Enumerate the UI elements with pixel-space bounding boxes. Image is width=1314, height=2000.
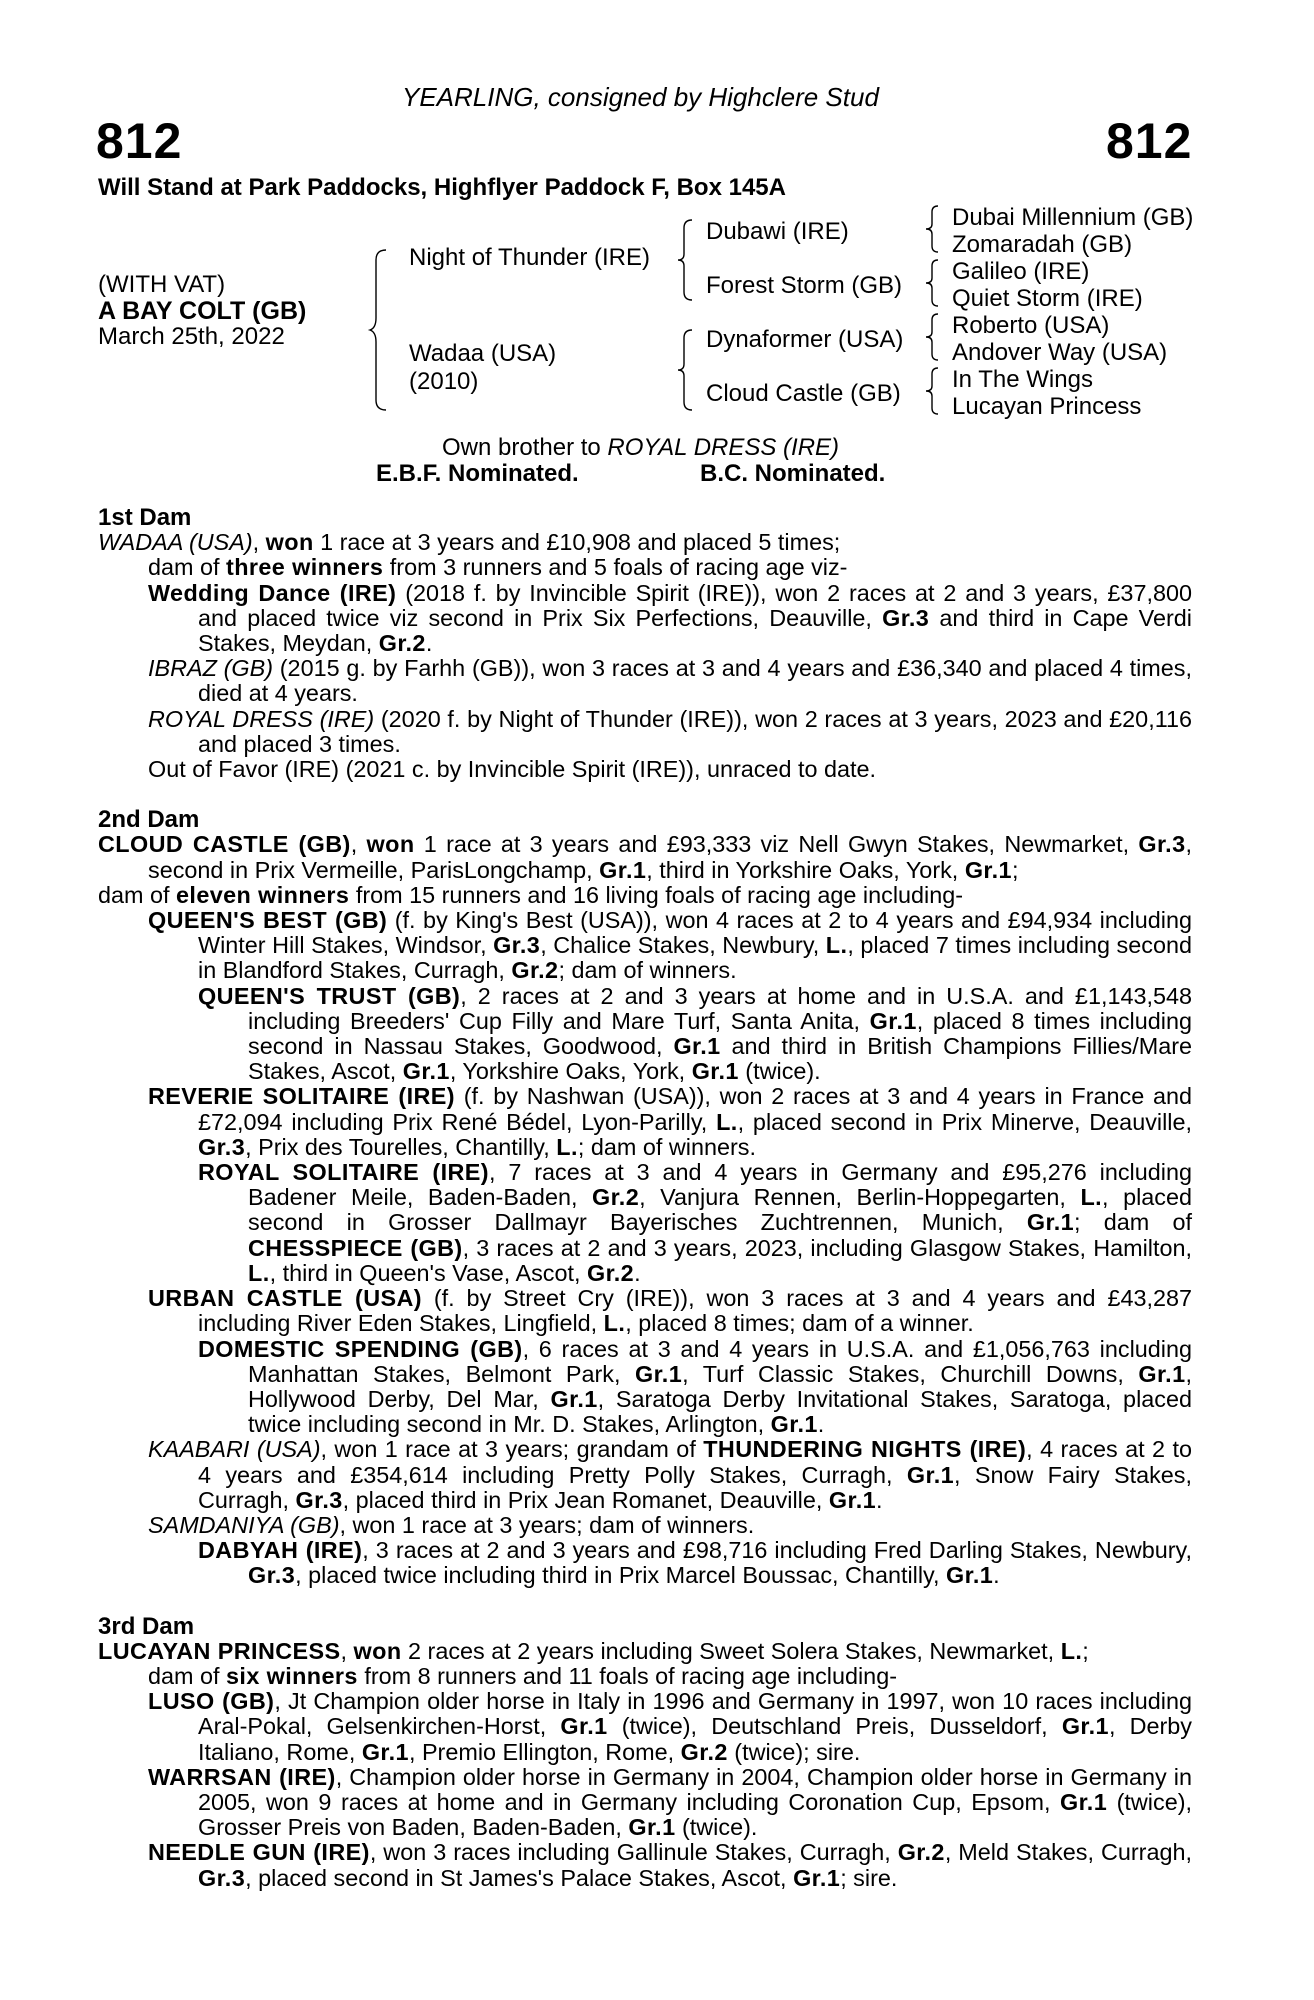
gen3-5: Roberto (USA): [952, 312, 1110, 339]
pedigree-brace-g1: [926, 206, 942, 252]
produce-needle-gun: NEEDLE GUN (IRE), won 3 races including Gallinule Stakes, Curragh, Gr.2, Meld Stakes, Curragh, Gr.3, placed second in St James's Palace Stakes, Ascot, Gr.1; sire.: [148, 1839, 1192, 1891]
pedigree-brace-main: [370, 250, 390, 410]
horse-name: A BAY COLT (GB): [98, 297, 307, 325]
produce-urban-castle: URBAN CASTLE (USA) (f. by Street Cry (IRE)), won 3 races at 3 and 4 years and £43,287 including River Eden Stakes, Lingfield, L., placed 8 times; dam of a winner.: [148, 1285, 1192, 1337]
produce-wedding-dance: Wedding Dance (IRE) (2018 f. by Invincible Spirit (IRE)), won 2 races at 2 and 3 years, £37,800 and placed twice viz second in Prix Six Perfections, Deauville, Gr.3 and third in Cape Verdi Stakes, Meydan, Gr.2.: [148, 579, 1192, 657]
produce-dabyah: DABYAH (IRE), 3 races at 2 and 3 years and £98,716 including Fred Darling Stakes, Newbury, Gr.3, placed twice including third in Prix Marcel Boussac, Chantilly, Gr.1.: [198, 1537, 1192, 1589]
gen3-4: Quiet Storm (IRE): [952, 285, 1143, 312]
dam2-summary: dam of eleven winners from 15 runners and 16 living foals of racing age including-: [98, 881, 964, 908]
dam2-entry: CLOUD CASTLE (GB), won 1 race at 3 years and £93,333 viz Nell Gwyn Stakes, Newmarket, Gr.3, second in Prix Vermeille, ParisLongchamp, Gr.1, third in Yorkshire Oaks, York, Gr.1;: [98, 831, 1192, 883]
consignment-header: YEARLING, consigned by Highclere Stud: [402, 82, 879, 112]
dam-of-dam: Cloud Castle (GB): [706, 380, 901, 407]
gen3-1: Dubai Millennium (GB): [952, 204, 1194, 231]
produce-queens-trust: QUEEN'S TRUST (GB), 2 races at 2 and 3 years at home and in U.S.A. and £1,143,548 including Breeders' Cup Filly and Mare Turf, Santa Anita, Gr.1, placed 8 times including second in Nassau Stakes, Goodwood, Gr.1 and third in British Champions Fillies/Mare Stakes, Ascot, Gr.1, Yorkshire Oaks, York, Gr.1 (twice).: [198, 982, 1193, 1085]
produce-luso: LUSO (GB), Jt Champion older horse in Italy in 1996 and Germany in 1997, won 10 races including Aral-Pokal, Gelsenkirchen-Horst, Gr.1 (twice), Deutschland Preis, Dusseldorf, Gr.1, Derby Italiano, Rome, Gr.1, Premio Ellington, Rome, Gr.2 (twice); sire.: [148, 1688, 1192, 1765]
gen3-3: Galileo (IRE): [952, 258, 1090, 285]
pedigree-brace-g3: [926, 314, 942, 360]
produce-ibraz: IBRAZ (GB) (2015 g. by Farhh (GB)), won 3 races at 3 and 4 years and £36,340 and placed 4 times, died at 4 years.: [148, 655, 1192, 707]
lot-number-left: 812: [96, 113, 183, 169]
foaling-date: March 25th, 2022: [98, 323, 285, 350]
lot-number-right: 812: [1106, 113, 1193, 169]
own-brother-name: ROYAL DRESS (IRE): [607, 434, 840, 461]
ebf-nominated: E.B.F. Nominated.: [376, 460, 579, 487]
sire: Night of Thunder (IRE): [409, 244, 650, 271]
pedigree-brace-g2: [926, 260, 942, 306]
gen3-7: In The Wings: [952, 366, 1093, 393]
dam: Wadaa (USA): [409, 340, 557, 367]
own-brother-note: [442, 435, 839, 460]
pedigree-brace-sire: [678, 220, 696, 300]
sire-of-sire: Dubawi (IRE): [706, 218, 849, 245]
dam-year: (2010): [409, 368, 479, 395]
section-heading-1st-dam: 1st Dam: [98, 504, 192, 531]
dam-of-sire: Forest Storm (GB): [706, 272, 903, 299]
produce-warrsan: WARRSAN (IRE), Champion older horse in Germany in 2004, Champion older horse in Germany in 2005, won 9 races at home and in Germany including Coronation Cup, Epsom, Gr.1 (twice), Grosser Preis von Baden, Baden-Baden, Gr.1 (twice).: [148, 1763, 1192, 1841]
catalogue-body: [98, 505, 1192, 1891]
sire-of-dam: Dynaformer (USA): [706, 326, 904, 353]
stabling-location: Will Stand at Park Paddocks, Highflyer Paddock F, Box 145A: [98, 174, 786, 201]
dam1-entry: WADAA (USA), won 1 race at 3 years and £10,908 and placed 5 times; dam of three winners from 3 runners and 5 foals of racing age viz-: [98, 529, 848, 581]
vat-note: (WITH VAT): [98, 271, 226, 298]
produce-royal-dress: ROYAL DRESS (IRE) (2020 f. by Night of Thunder (IRE)), won 2 races at 3 years, 2023 and £20,116 and placed 3 times.: [148, 705, 1192, 757]
produce-royal-solitaire: ROYAL SOLITAIRE (IRE), 7 races at 3 and 4 years in Germany and £95,276 including Badener Meile, Baden-Baden, Gr.2, Vanjura Rennen, Berlin-Hoppegarten, L., placed second in Grosser Dallmayr Bayerisches Zuchtrennen, Munich, Gr.1; dam of CHESSPIECE (GB), 3 races at 2 and 3 years, 2023, including Glasgow Stakes, Hamilton, L., third in Queen's Vase, Ascot, Gr.2.: [198, 1159, 1193, 1286]
produce-queens-best: QUEEN'S BEST (GB) (f. by King's Best (USA)), won 4 races at 2 to 4 years and £94,934 including Winter Hill Stakes, Windsor, Gr.3, Chalice Stakes, Newbury, L., placed 7 times including second in Blandford Stakes, Curragh, Gr.2; dam of winners.: [148, 907, 1192, 984]
gen3-8: Lucayan Princess: [952, 393, 1142, 420]
bc-nominated: B.C. Nominated.: [700, 460, 886, 487]
produce-domestic-spending: DOMESTIC SPENDING (GB), 6 races at 3 and 4 years in U.S.A. and £1,056,763 including Manhattan Stakes, Belmont Park, Gr.1, Turf Classic Stakes, Churchill Downs, Gr.1, Hollywood Derby, Del Mar, Gr.1, Saratoga Derby Invitational Stakes, Saratoga, placed twice including second in Mr. D. Stakes, Arlington, Gr.1.: [198, 1335, 1192, 1438]
section-heading-2nd-dam: 2nd Dam: [98, 806, 200, 834]
gen3-6: Andover Way (USA): [952, 339, 1168, 366]
produce-out-of-favor: Out of Favor (IRE) (2021 c. by Invincible Spirit (IRE)), unraced to date.: [148, 756, 876, 783]
section-heading-3rd-dam: 3rd Dam: [98, 1612, 195, 1640]
dam3-entry: LUCAYAN PRINCESS, won 2 races at 2 years including Sweet Solera Stakes, Newmarket, L.; dam of six winners from 8 runners and 11 foals of racing age including-: [98, 1637, 1089, 1689]
produce-kaabari: KAABARI (USA), won 1 race at 3 years; grandam of THUNDERING NIGHTS (IRE), 4 races at 2 to 4 years and £354,614 including Pretty Polly Stakes, Curragh, Gr.1, Snow Fairy Stakes, Curragh, Gr.3, placed third in Prix Jean Romanet, Deauville, Gr.1.: [148, 1436, 1192, 1513]
pedigree-brace-dam: [678, 330, 696, 410]
pedigree-brace-g4: [926, 368, 942, 414]
produce-samdaniya: SAMDANIYA (GB), won 1 race at 3 years; dam of winners.: [148, 1511, 755, 1538]
gen3-2: Zomaradah (GB): [952, 231, 1133, 258]
produce-reverie-solitaire: REVERIE SOLITAIRE (IRE) (f. by Nashwan (USA)), won 2 races at 3 and 4 years in France and £72,094 including Prix René Bédel, Lyon-Parilly, L., placed second in Prix Minerve, Deauville, Gr.3, Prix des Tourelles, Chantilly, L.; dam of winners.: [148, 1083, 1192, 1160]
own-brother-prefix: Own brother to: [442, 434, 608, 461]
